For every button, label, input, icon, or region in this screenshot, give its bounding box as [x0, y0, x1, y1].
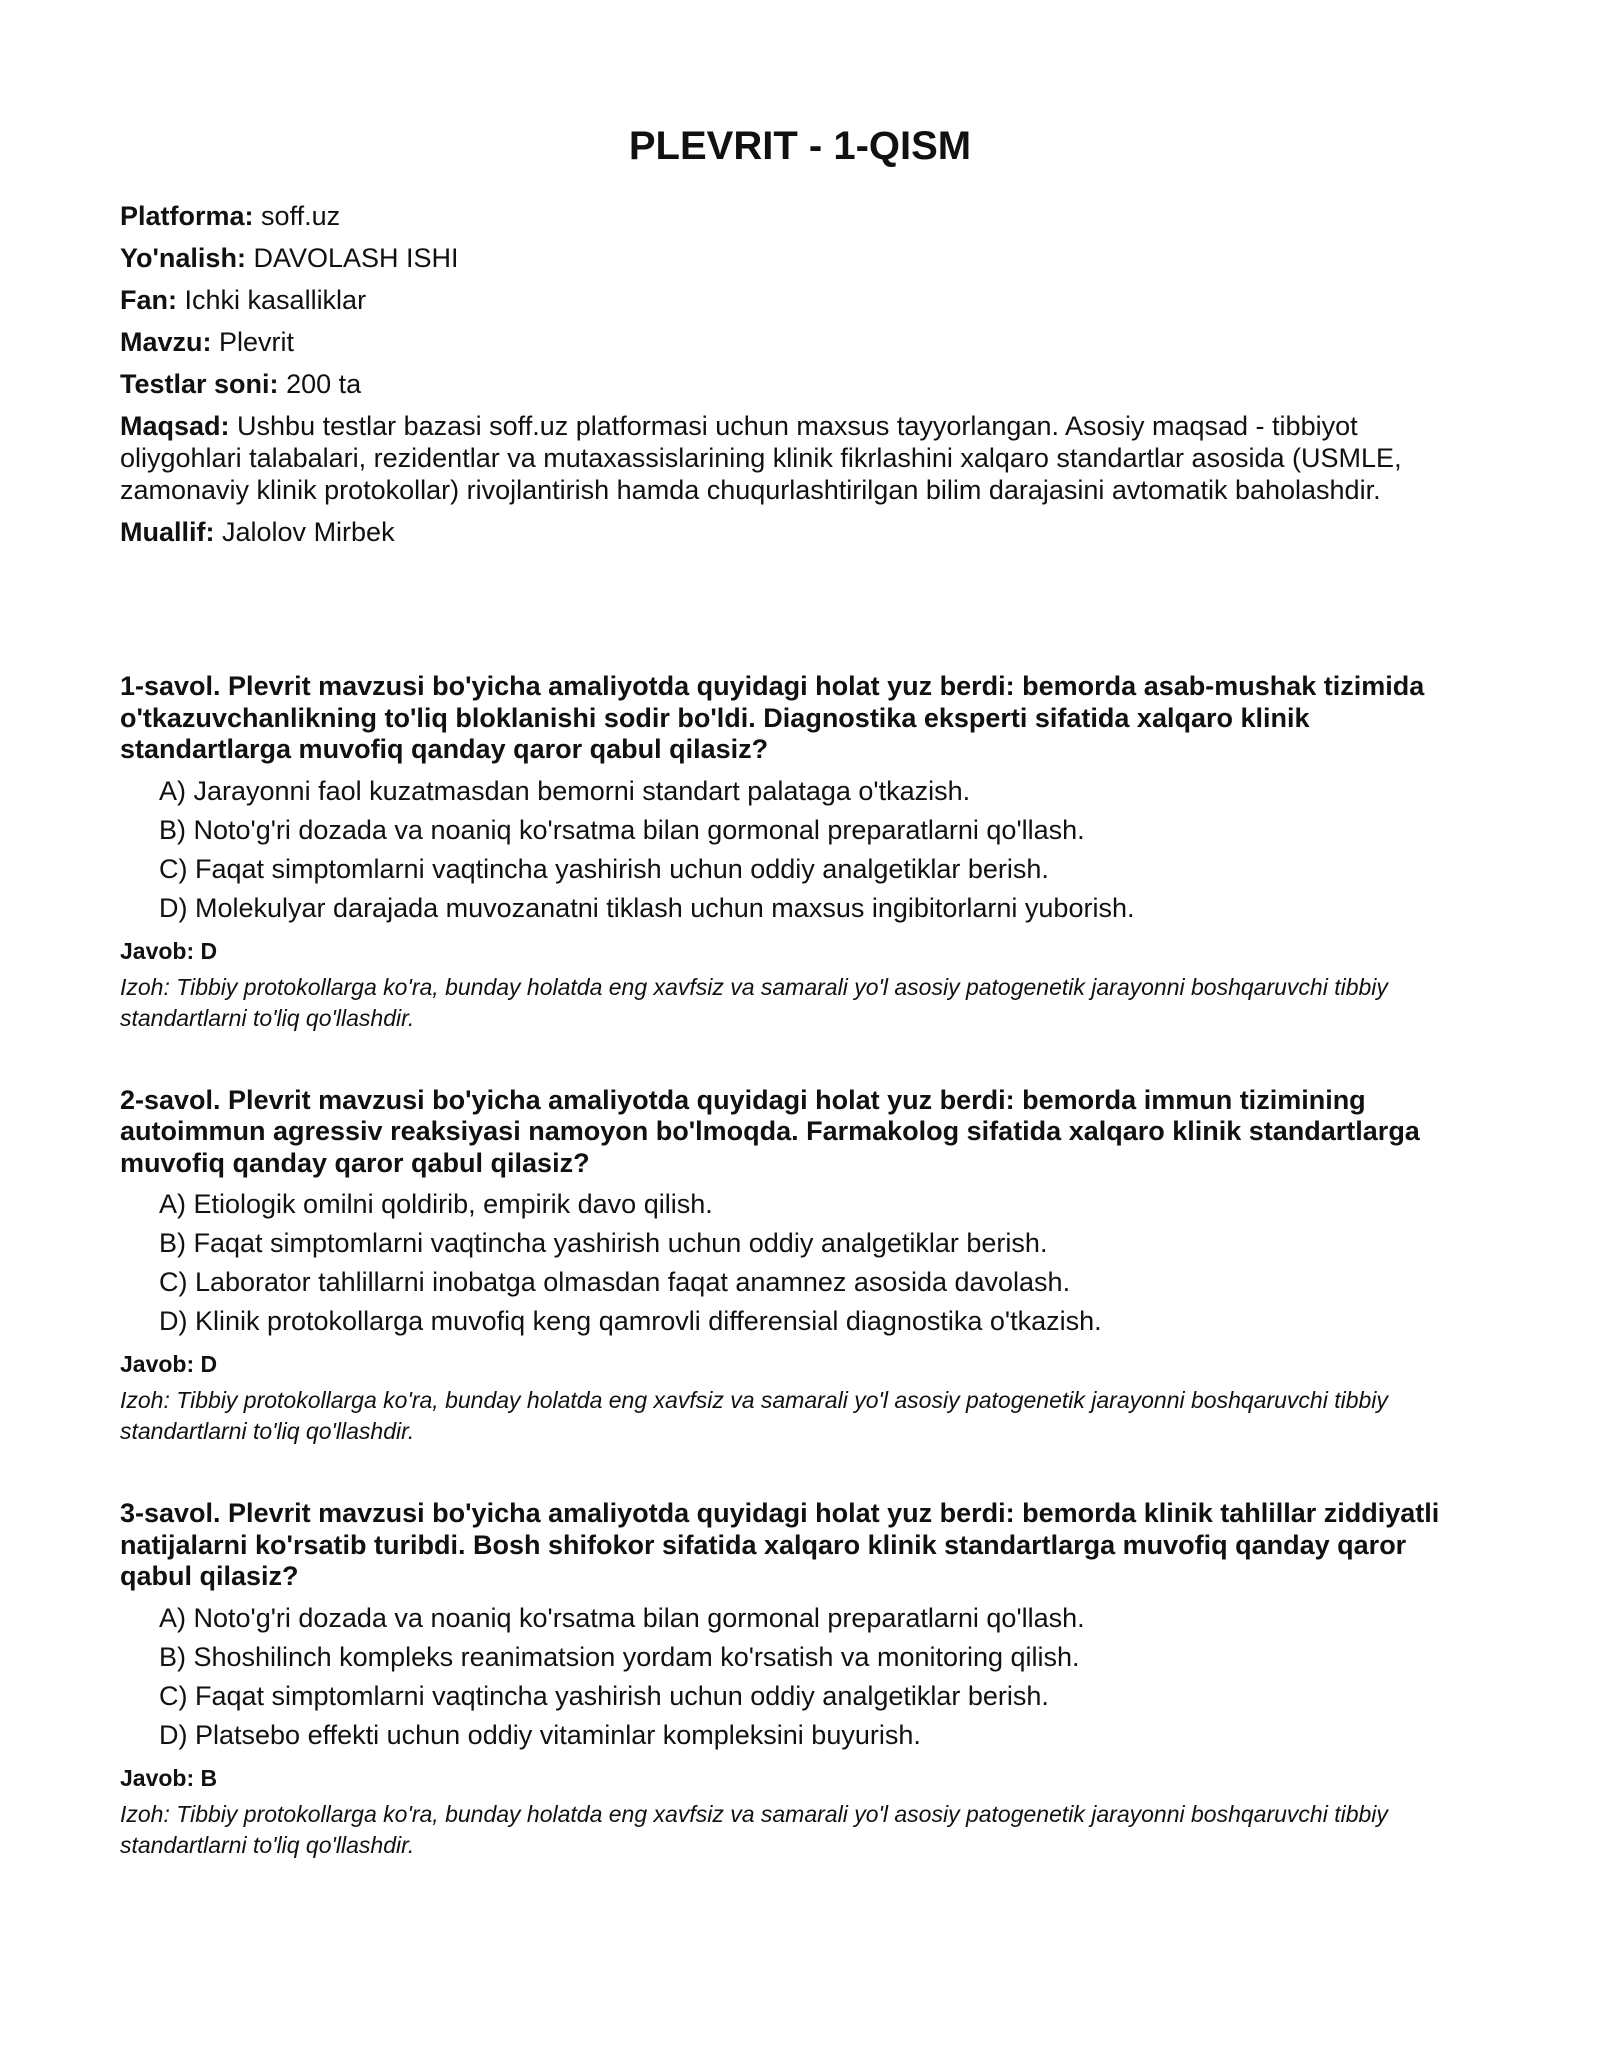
explanation-note: Izoh: Tibbiy protokollarga ko'ra, bunday holatda eng xavfsiz va samarali yo'l asosiy patogenetik jarayonni boshqaruvchi tibbiy standartlarni to'liq qo'llashdir.	[120, 973, 1388, 1031]
meta-value: Jalolov Mirbek	[222, 517, 395, 547]
meta-value: Ichki kasalliklar	[184, 285, 367, 315]
meta-value: Plevrit	[219, 327, 295, 357]
option-d: D) Klinik protokollarga muvofiq keng qamrovli differensial diagnostika o'tkazish.	[159, 1306, 1102, 1336]
meta-value: 200 ta	[286, 369, 362, 399]
option-a: A) Etiologik omilni qoldirib, empirik davo qilish.	[159, 1189, 713, 1219]
meta-label: Fan:	[120, 285, 177, 315]
meta-value: Ushbu testlar bazasi soff.uz platformasi uchun maxsus tayyorlangan. Asosiy maqsad - tibbiyot oliygohlari talabalari, rezidentlar va mutaxassislarining klinik fikrlashini xalqaro standartlar asosida (USMLE, zamonaviy klinik protokollar) rivojlantirish hamda chuqurlashtirilgan bilim darajasini avtomatik baholashdir.	[120, 411, 1402, 505]
question-text: 1-savol. Plevrit mavzusi bo'yicha amaliyotda quyidagi holat yuz berdi: bemorda asab-mushak tizimida o'tkazuvchanlikning to'liq bloklanishi sodir bo'ldi. Diagnostika eksperti sifatida xalqaro klinik standartlarga muvofiq qanday qaror qabul qilasiz?	[120, 671, 1425, 764]
option-d: D) Platsebo effekti uchun oddiy vitaminlar kompleksini buyurish.	[159, 1719, 921, 1750]
meta-purpose	[120, 410, 1450, 506]
document-title: PLEVRIT - 1-QISM	[628, 124, 972, 168]
question-1	[120, 671, 1480, 1034]
question-2	[120, 1085, 1480, 1448]
meta-label: Muallif:	[120, 517, 215, 547]
meta-author	[120, 516, 1450, 548]
question-3	[120, 1498, 1480, 1861]
meta-subject	[120, 284, 1450, 316]
document-meta	[120, 200, 1450, 558]
meta-topic	[120, 326, 1450, 358]
answer-label: Javob: D	[120, 1351, 218, 1377]
question-list	[120, 671, 1480, 1912]
meta-label: Yo'nalish:	[120, 243, 246, 273]
meta-test-count	[120, 368, 1450, 400]
meta-label: Maqsad:	[120, 411, 230, 441]
option-b: B) Shoshilinch kompleks reanimatsion yordam ko'rsatish va monitoring qilish.	[159, 1641, 1080, 1672]
meta-label: Mavzu:	[120, 327, 212, 357]
meta-value: soff.uz	[261, 201, 341, 231]
meta-label: Platforma:	[120, 201, 254, 231]
option-c: C) Faqat simptomlarni vaqtincha yashirish uchun oddiy analgetiklar berish.	[159, 1680, 1049, 1711]
answer-label: Javob: B	[120, 1764, 218, 1791]
option-d: D) Molekulyar darajada muvozanatni tiklash uchun maxsus ingibitorlarni yuborish.	[159, 892, 1135, 923]
question-text: 3-savol. Plevrit mavzusi bo'yicha amaliyotda quyidagi holat yuz berdi: bemorda klinik tahlillar ziddiyatli natijalarni ko'rsatib turibdi. Bosh shifokor sifatida xalqaro klinik standartlarga muvofiq qanday qaror qabul qilasiz?	[120, 1498, 1440, 1591]
meta-value: DAVOLASH ISHI	[253, 243, 459, 273]
answer-label: Javob: D	[120, 937, 218, 964]
option-a: A) Jarayonni faol kuzatmasdan bemorni standart palataga o'tkazish.	[159, 775, 971, 806]
option-c: C) Laborator tahlillarni inobatga olmasdan faqat anamnez asosida davolash.	[159, 1267, 1071, 1297]
option-a: A) Noto'g'ri dozada va noaniq ko'rsatma bilan gormonal preparatlarni qo'llash.	[159, 1602, 1085, 1633]
meta-platform	[120, 200, 1450, 232]
option-b: B) Faqat simptomlarni vaqtincha yashirish uchun oddiy analgetiklar berish.	[159, 1228, 1048, 1258]
option-c: C) Faqat simptomlarni vaqtincha yashirish uchun oddiy analgetiklar berish.	[159, 853, 1049, 884]
question-text: 2-savol. Plevrit mavzusi bo'yicha amaliyotda quyidagi holat yuz berdi: bemorda immun tizimining autoimmun agressiv reaksiyasi namoyon bo'lmoqda. Farmakolog sifatida xalqaro klinik standartlarga muvofiq qanday qaror qabul qilasiz?	[120, 1084, 1420, 1178]
explanation-note: Izoh: Tibbiy protokollarga ko'ra, bunday holatda eng xavfsiz va samarali yo'l asosiy patogenetik jarayonni boshqaruvchi tibbiy standartlarni to'liq qo'llashdir.	[120, 1800, 1388, 1858]
meta-direction	[120, 242, 1450, 274]
option-b: B) Noto'g'ri dozada va noaniq ko'rsatma bilan gormonal preparatlarni qo'llash.	[159, 814, 1085, 845]
meta-label: Testlar soni:	[120, 369, 279, 399]
explanation-note: Izoh: Tibbiy protokollarga ko'ra, bunday holatda eng xavfsiz va samarali yo'l asosiy patogenetik jarayonni boshqaruvchi tibbiy standartlarni to'liq qo'llashdir.	[120, 1387, 1388, 1444]
